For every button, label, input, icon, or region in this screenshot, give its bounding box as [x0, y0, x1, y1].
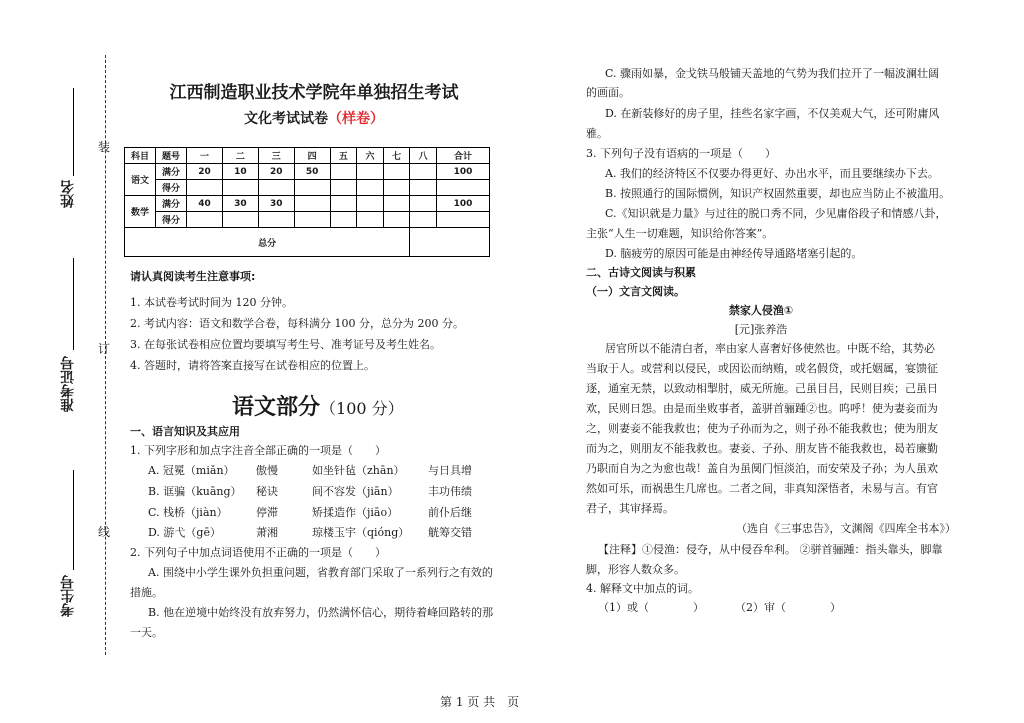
student-number-label: 考生号	[60, 575, 76, 617]
score-entry-cell[interactable]	[437, 212, 490, 228]
student-number-blank[interactable]	[73, 470, 74, 570]
header-col: 六	[357, 148, 384, 164]
q3-stem: 3. 下列句子没有语病的一项是（ ）	[586, 147, 776, 160]
q3-option-b[interactable]: B. 按照通行的国际惯例，知识产权固然重要，却也应当防止不被滥用。	[605, 187, 951, 200]
full-label: 满分	[156, 164, 187, 180]
score-entry-cell[interactable]	[258, 180, 294, 196]
passage-note: 【注释】①侵渔：侵夺，从中侵吞牟利。 ②骈首骊踵：指头靠头，脚靠	[598, 543, 943, 556]
q4-blank-1[interactable]: （1）或（ ）	[598, 601, 704, 614]
header-col: 三	[258, 148, 294, 164]
q4-stem: 4. 解释文中加点的词。	[586, 582, 699, 595]
header-col: 一	[187, 148, 223, 164]
q2-option-a[interactable]: A. 围绕中小学生课外负担重问题，省教育部门采取了一系列行之有效的	[148, 566, 493, 579]
name-label: 姓名	[60, 180, 76, 208]
score-entry-cell[interactable]	[258, 212, 294, 228]
full-score-cell: 20	[187, 164, 223, 180]
score-entry-cell[interactable]	[294, 180, 330, 196]
passage-author: [元]张养浩	[734, 323, 788, 336]
score-entry-cell[interactable]	[294, 212, 330, 228]
q4-blank-2[interactable]: （2）审（ ）	[735, 601, 841, 614]
full-score-cell	[294, 196, 330, 212]
score-entry-cell[interactable]	[222, 212, 258, 228]
passage-line: 而为之，则朋友不能我救也。妻妾、子孙、朋友皆不能我救也，曷若廉勤	[586, 442, 938, 455]
passage-line: 当取于人。或营利以侵民，或因讼而纳贿，或名假贷，或托姻属，宴馈征	[586, 362, 938, 375]
notice-item: 3. 在每张试卷相应位置均要填写考生号、准考证号及考生姓名。	[130, 338, 441, 351]
score-entry-cell[interactable]	[410, 212, 437, 228]
passage-line: 然如可乐，而祸患生几席也。二者之间，非真知深悟者，未易与言。有官	[586, 482, 938, 495]
grand-total-entry[interactable]	[410, 228, 490, 257]
exam-number-label: 准考证号	[60, 356, 76, 412]
full-score-cell	[410, 164, 437, 180]
score-entry-cell[interactable]	[187, 212, 223, 228]
notice-item: 4. 答题时，请将答案直接写在试卷相应的位置上。	[130, 359, 375, 372]
name-blank[interactable]	[73, 88, 74, 176]
score-entry-cell[interactable]	[410, 180, 437, 196]
header-total: 合计	[437, 148, 490, 164]
q1-option-d[interactable]: D. 游弋（gē） 萧湘 琼楼玉宇（qióng） 觥筹交错	[148, 526, 472, 539]
full-score-cell	[357, 164, 384, 180]
header-subject: 科目	[125, 148, 156, 164]
q3-option-d[interactable]: D. 脑疲劳的原因可能是由神经传导通路堵塞引起的。	[605, 247, 863, 260]
exam-number-blank[interactable]	[73, 258, 74, 350]
score-table	[124, 147, 490, 257]
full-score-cell: 30	[258, 196, 294, 212]
full-score-cell	[410, 196, 437, 212]
header-col: 五	[330, 148, 357, 164]
full-score-cell	[357, 196, 384, 212]
full-score-cell	[330, 196, 357, 212]
notice-item: 1. 本试卷考试时间为 120 分钟。	[130, 296, 293, 309]
section-score: （100 分）	[320, 399, 404, 418]
full-total-cell: 100	[437, 196, 490, 212]
page-footer: 第 1 页 共 页	[440, 695, 520, 709]
table-row	[125, 228, 490, 257]
passage-line: 欢，民则日怨。由是而坐败事者，盖骈首骊踵②也。呜呼！使为妻妾而为	[586, 402, 938, 415]
q2-stem: 2. 下列句子中加点词语使用不正确的一项是（ ）	[130, 546, 386, 559]
passage-note-cont: 脚，形容人数众多。	[586, 563, 685, 576]
score-entry-cell[interactable]	[383, 180, 410, 196]
subject-cell: 语文	[125, 164, 156, 196]
passage-line: 居官所以不能清白者，率由家人喜奢好侈使然也。中既不给，其势必	[605, 342, 935, 355]
table-row	[125, 164, 490, 180]
passage-line: 之，则妻妾不能我救也；使为子孙而为之，则子孙不能我救也；使为朋友	[586, 422, 938, 435]
passage-title: 禁家人侵渔①	[728, 304, 794, 317]
full-score-cell: 50	[294, 164, 330, 180]
score-entry-cell[interactable]	[357, 180, 384, 196]
full-score-cell: 20	[258, 164, 294, 180]
q1-option-c[interactable]: C. 栈桥（jiàn） 停滞 矫揉造作（jiāo） 前仆后继	[148, 506, 472, 519]
section-title	[232, 390, 404, 421]
header-col: 七	[383, 148, 410, 164]
subject-cell: 数学	[125, 196, 156, 228]
part2-heading: 二、古诗文阅读与积累	[586, 266, 696, 279]
seal-char-ding: 订	[98, 342, 111, 356]
q3-option-a[interactable]: A. 我们的经济特区不仅要办得更好、办出水平，而且要继续办下去。	[605, 167, 939, 180]
q1-option-a[interactable]: A. 冠冕（miǎn） 傲慢 如坐针毡（zhān） 与日具增	[148, 464, 472, 477]
q1-option-b[interactable]: B. 诓骗（kuāng） 秘诀 间不容发（jiān） 丰功伟绩	[148, 485, 472, 498]
part2-subheading: （一）文言文阅读。	[586, 285, 685, 298]
full-score-cell: 30	[222, 196, 258, 212]
q2-option-d-cont: 雅。	[586, 127, 608, 140]
score-entry-cell[interactable]	[383, 212, 410, 228]
header-col: 四	[294, 148, 330, 164]
passage-line: 逐，通室无禁，以致动相掣肘，威无所施。己虽目吕，民则目疾；己虽日	[586, 382, 938, 395]
score-entry-cell[interactable]	[222, 180, 258, 196]
full-score-cell: 10	[222, 164, 258, 180]
q3-option-c-cont: 主张“人生一切难题，知识给你答案”。	[586, 227, 774, 240]
q2-option-d[interactable]: D. 在新装修好的房子里，挂些名家字画，不仅美观大气，还可附庸风	[605, 107, 940, 120]
score-entry-cell[interactable]	[330, 180, 357, 196]
subtitle-main: 文化考试试卷	[244, 111, 328, 127]
q2-option-b-cont: 一天。	[130, 626, 163, 639]
full-total-cell: 100	[437, 164, 490, 180]
full-score-cell	[383, 196, 410, 212]
q2-option-c[interactable]: C. 骤雨如暴，金戈铁马般铺天盖地的气势为我们拉开了一幅波澜壮阔	[605, 67, 940, 80]
header-item: 题号	[156, 148, 187, 164]
table-header-row	[125, 148, 490, 164]
got-label: 得分	[156, 212, 187, 228]
full-score-cell: 40	[187, 196, 223, 212]
seal-char-xian: 线	[98, 525, 111, 539]
q1-stem: 1. 下列字形和加点字注音全部正确的一项是（ ）	[130, 444, 386, 457]
section-title-text: 语文部分	[232, 395, 321, 420]
passage-line: 君子，其审择焉。	[586, 502, 674, 515]
notice-item: 2. 考试内容：语文和数学合卷，每科满分 100 分，总分为 200 分。	[130, 317, 464, 330]
grand-total-label: 总分	[125, 228, 410, 257]
full-score-cell	[330, 164, 357, 180]
part1-heading: 一、语言知识及其应用	[130, 425, 240, 438]
got-label: 得分	[156, 180, 187, 196]
score-entry-cell[interactable]	[437, 180, 490, 196]
score-entry-cell[interactable]	[187, 180, 223, 196]
table-row	[125, 212, 490, 228]
header-col: 二	[222, 148, 258, 164]
q2-option-c-cont: 的画面。	[586, 86, 630, 99]
full-label: 满分	[156, 196, 187, 212]
notice-heading: 请认真阅读考生注意事项:	[130, 270, 256, 283]
table-row	[125, 180, 490, 196]
passage-line: 乃职而自为之为愈也哉！盖自为虽阒门恒淡泊，而安荣及子孙；为人虽欢	[586, 462, 938, 475]
passage-source: （选自《三事忠告》，文渊阁《四库全书本》）	[736, 522, 956, 535]
q2-option-b[interactable]: B. 他在逆境中始终没有放弃努力，仍然满怀信心，期待着峰回路转的那	[148, 606, 494, 619]
header-col: 八	[410, 148, 437, 164]
exam-title: 江西制造职业技术学院年单独招生考试	[169, 83, 459, 103]
q3-option-c[interactable]: C.《知识就是力量》与过往的脱口秀不同，少见庸俗段子和情感八卦，	[605, 207, 947, 220]
table-row	[125, 196, 490, 212]
score-entry-cell[interactable]	[357, 212, 384, 228]
exam-subtitle	[118, 108, 510, 128]
full-score-cell	[383, 164, 410, 180]
seal-char-zhuang: 装	[98, 140, 111, 154]
q2-option-a-cont: 措施。	[130, 586, 163, 599]
sample-tag: （样卷）	[328, 111, 384, 127]
score-entry-cell[interactable]	[330, 212, 357, 228]
